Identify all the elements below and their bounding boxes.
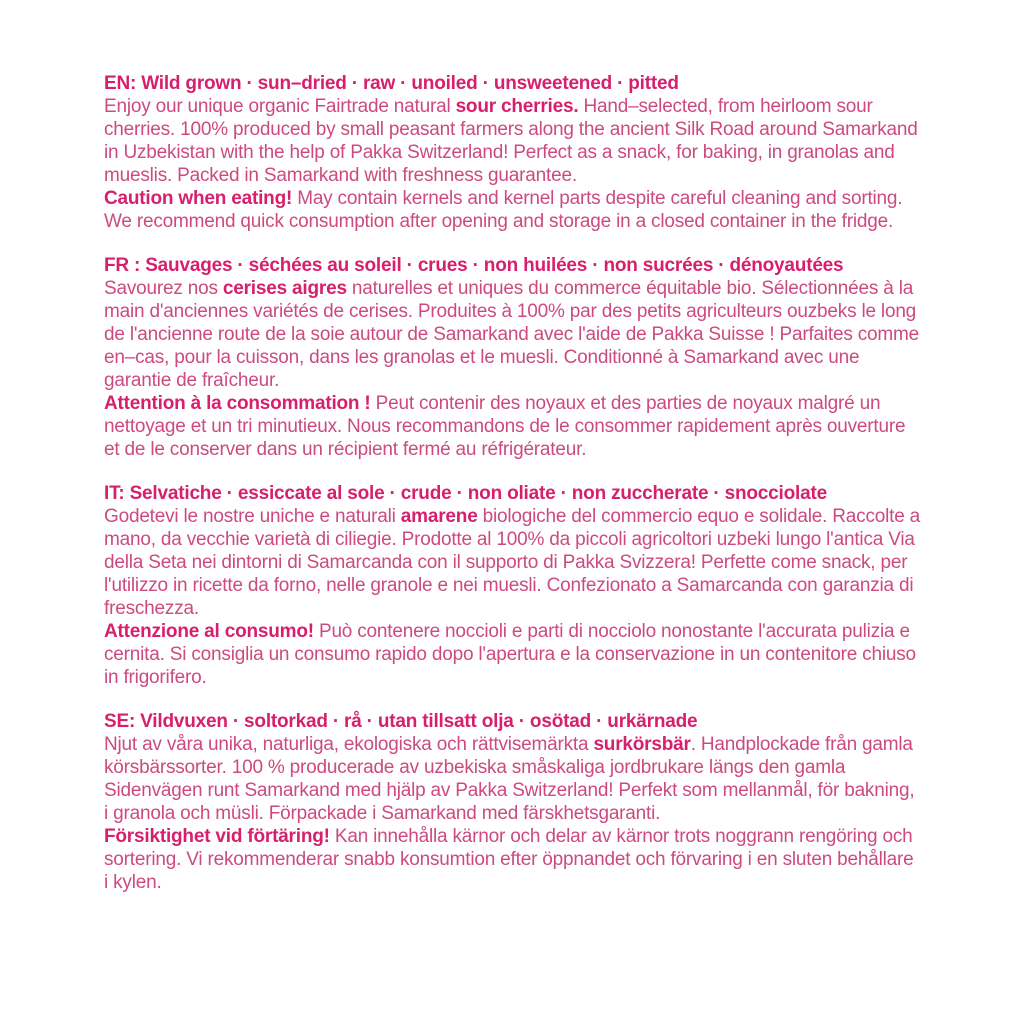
section-it-body: Godetevi le nostre uniche e naturali amarene biologiche del commercio equo e solidale. Raccolte a mano, da vecchie varietà di ciliegie. Prodotte al 100% da piccoli agricoltori uzbeki lungo l'antica Via della Seta nei dintorni di Samarcanda con il supporto di Pakka Svizzera! Perfette come snack, per l'utilizzo in ricette da forno, nelle granole e nei muesli. Confezionato a Samarcanda con garanzia di freschezza. bbox=[104, 506, 921, 619]
section-fr-caution: Attention à la consommation ! Peut contenir des noyaux et des parties de noyaux malgré un nettoyage et un tri minutieux. Nous recommandons de le consommer rapidement après ouverture et de le conserver dans un récipient fermé au réfrigérateur. bbox=[104, 393, 906, 460]
section-se-caution: Försiktighet vid förtäring! Kan innehålla kärnor och delar av kärnor trots noggrann rengöring och sortering. Vi rekommenderar snabb konsumtion efter öppnandet och förvaring i en sluten behållare i kylen. bbox=[104, 826, 914, 893]
section-it-caution: Attenzione al consumo! Può contenere noccioli e parti di nocciolo nonostante l'accurata pulizia e cernita. Si consiglia un consumo rapido dopo l'apertura e la conservazione in un contenitore chiuso in frigorifero. bbox=[104, 621, 916, 688]
section-fr bbox=[104, 254, 922, 461]
product-label-text bbox=[104, 72, 922, 915]
section-fr-header: FR : Sauvages · séchées au soleil · crues · non huilées · non sucrées · dénoyautées bbox=[104, 255, 844, 276]
section-se bbox=[104, 710, 922, 894]
section-it-header: IT: Selvatiche · essiccate al sole · crude · non oliate · non zuccherate · snocciolate bbox=[104, 483, 827, 504]
section-se-header: SE: Vildvuxen · soltorkad · rå · utan tillsatt olja · osötad · urkärnade bbox=[104, 711, 698, 732]
section-en-header: EN: Wild grown · sun–dried · raw · unoiled · unsweetened · pitted bbox=[104, 73, 679, 94]
section-fr-body: Savourez nos cerises aigres naturelles et uniques du commerce équitable bio. Sélectionnées à la main d'anciennes variétés de cerises. Produites à 100% par des petits agriculteurs ouzbeks le long de l'ancienne route de la soie autour de Samarkand avec l'aide de Pakka Suisse ! Parfaites comme en–cas, pour la cuisson, dans les granolas et le muesli. Conditionné à Samarkand avec une garantie de fraîcheur. bbox=[104, 278, 920, 391]
section-it bbox=[104, 482, 922, 689]
section-en bbox=[104, 72, 922, 233]
section-en-caution: Caution when eating! May contain kernels and kernel parts despite careful cleaning and sorting. We recommend quick consumption after opening and storage in a closed container in the fridge. bbox=[104, 188, 903, 232]
section-en-body: Enjoy our unique organic Fairtrade natural sour cherries. Hand–selected, from heirloom sour cherries. 100% produced by small peasant farmers along the ancient Silk Road around Samarkand in Uzbekistan with the help of Pakka Switzerland! Perfect as a snack, for baking, in granolas and mueslis. Packed in Samarkand with freshness guarantee. bbox=[104, 96, 918, 186]
section-se-body: Njut av våra unika, naturliga, ekologiska och rättvisemärkta surkörsbär. Handplockade från gamla körsbärssorter. 100 % producerade av uzbekiska småskaliga jordbrukare längs den gamla Sidenvägen runt Samarkand med hjälp av Pakka Switzerland! Perfekt som mellanmål, för bakning, i granola och müsli. Förpackade i Samarkand med färskhetsgaranti. bbox=[104, 734, 915, 824]
